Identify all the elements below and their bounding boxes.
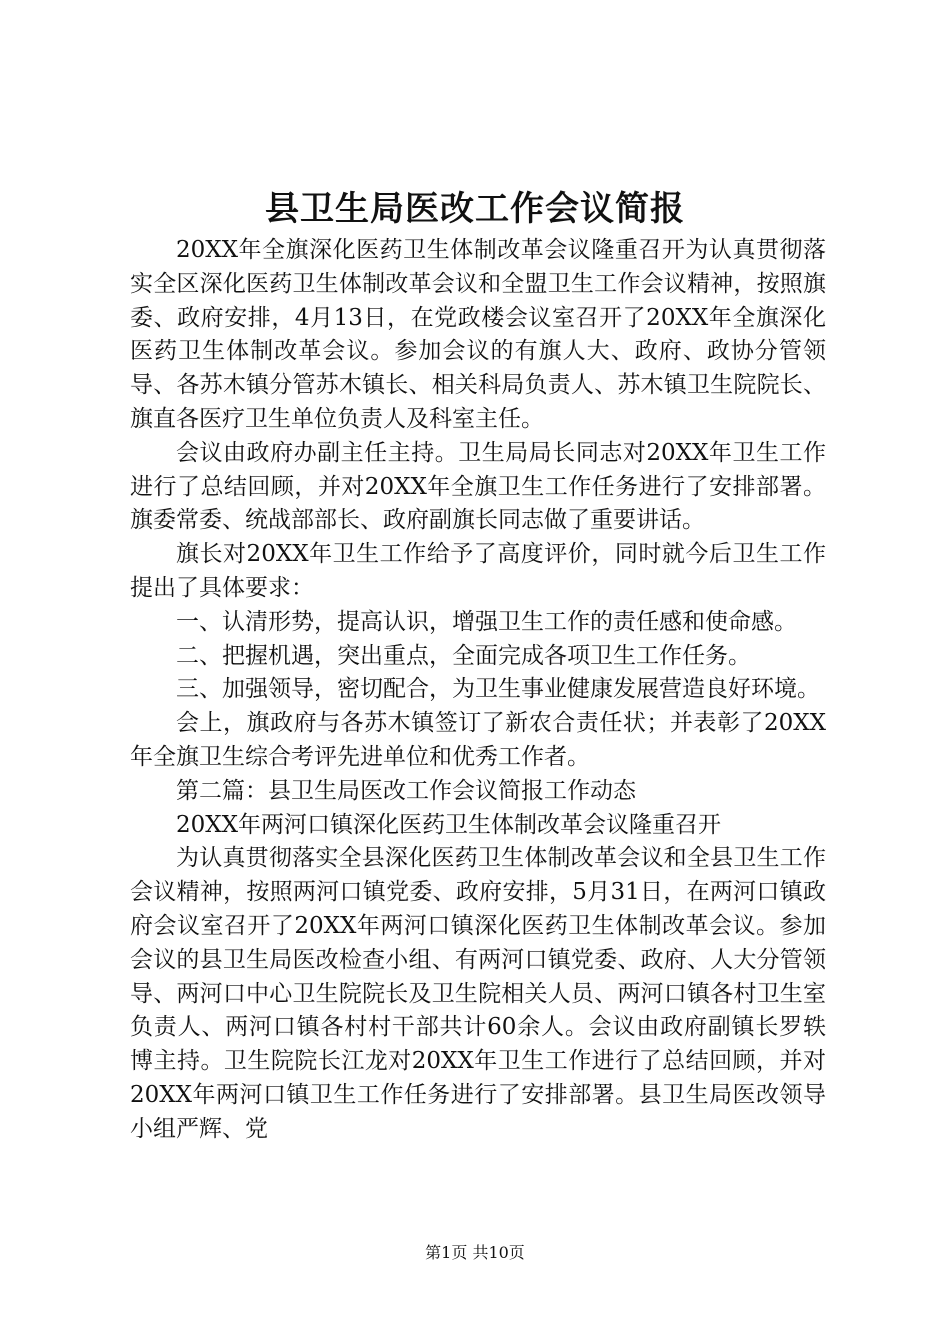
paragraph: 为认真贯彻落实全县深化医药卫生体制改革会议和全县卫生工作会议精神，按照两河口镇党委、政府安排，5月31日，在两河口镇政府会议室召开了20XX年两河口镇深化医药卫生体制改革会议。参加会议的县卫生局医改检查小组、有两河口镇党委、政府、人大分管领导、两河口中心卫生院院长及卫生院相关人员、两河口镇各村卫生室负责人、两河口镇各村村干部共计60余人。会议由政府副镇长罗轶博主持。卫生院院长江龙对20XX年卫生工作进行了总结回顾，并对20XX年两河口镇卫生工作任务进行了安排部署。县卫生局医改领导小组严辉、党 [130,845,826,1142]
section-heading: 第二篇：县卫生局医改工作会议简报工作动态 [176,777,636,804]
paragraph: 会议由政府办副主任主持。卫生局局长同志对20XX年卫生工作进行了总结回顾，并对20XX年全旗卫生工作任务进行了安排部署。旗委常委、统战部部长、政府副旗长同志做了重要讲话。 [130,439,826,534]
section-subheading: 20XX年两河口镇深化医药卫生体制改革会议隆重召开 [176,811,722,838]
paragraph: 旗长对20XX年卫生工作给予了高度评价，同时就今后卫生工作提出了具体要求： [130,541,826,601]
list-item: 二、把握机遇，突出重点，全面完成各项卫生工作任务。 [176,642,751,669]
list-item: 一、认清形势，提高认识，增强卫生工作的责任感和使命感。 [176,608,797,635]
document-title: 县卫生局医改工作会议简报 [265,189,685,229]
document-body [130,234,826,1147]
paragraph: 20XX年全旗深化医药卫生体制改革会议隆重召开为认真贯彻落实全区深化医药卫生体制改革会议和全盟卫生工作会议精神，按照旗委、政府安排，4月13日，在党政楼会议室召开了20XX年全旗深化医药卫生体制改革会议。参加会议的有旗人大、政府、政协分管领导、各苏木镇分管苏木镇长、相关科局负责人、苏木镇卫生院院长、旗直各医疗卫生单位负责人及科室主任。 [130,237,826,432]
paragraph: 会上，旗政府与各苏木镇签订了新农合责任状；并表彰了20XX年全旗卫生综合考评先进单位和优秀工作者。 [130,710,826,770]
page-footer: 第1页 共10页 [425,1243,525,1262]
list-item: 三、加强领导，密切配合，为卫生事业健康发展营造良好环境。 [176,676,820,703]
